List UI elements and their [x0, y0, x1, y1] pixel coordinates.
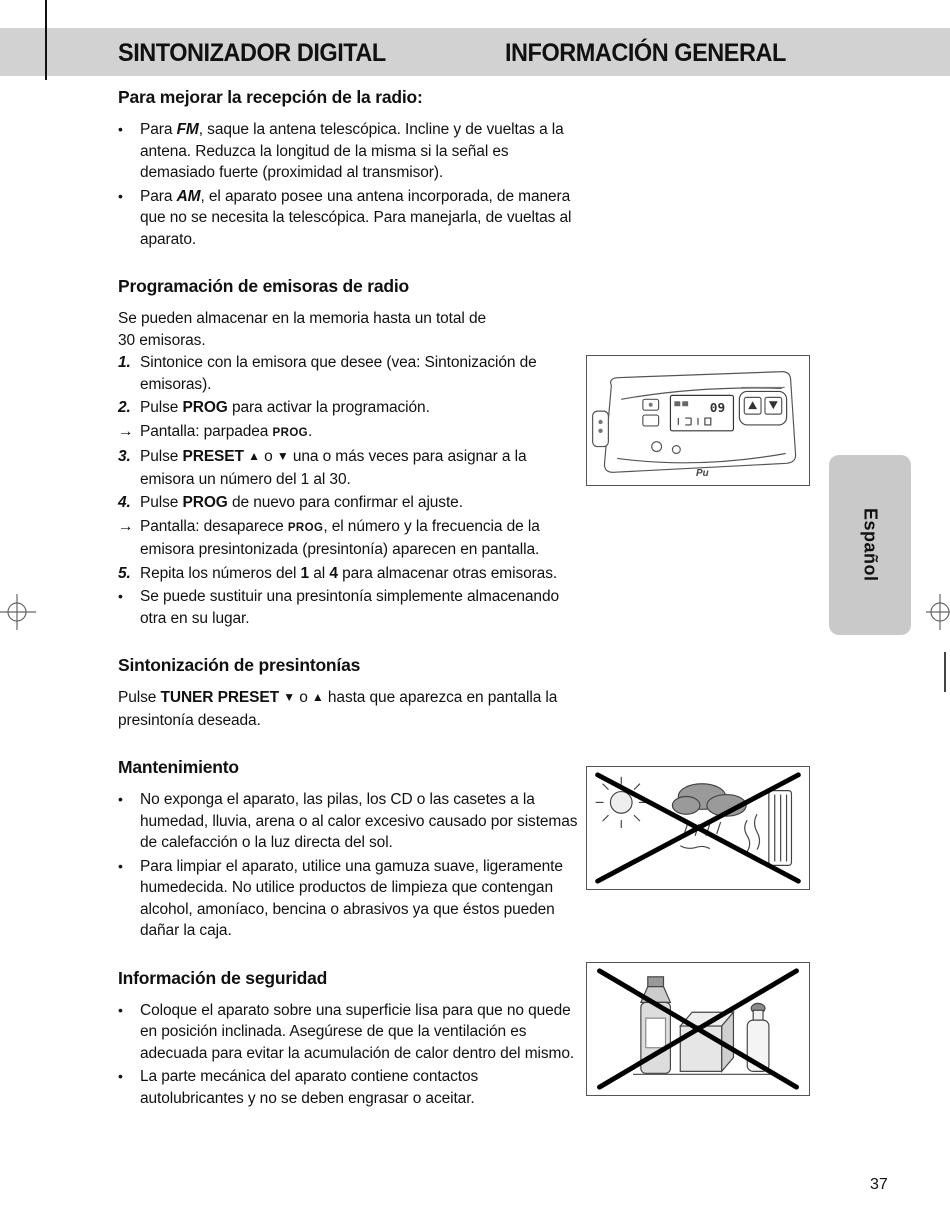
radio-panel-figure — [586, 355, 810, 486]
list-item-text: Repita los números del 1 al 4 para almacenar otras emisoras. — [140, 564, 558, 582]
list-item-text: Se puede sustituir una presintonía simplemente almacenando otra en su lugar. — [140, 588, 559, 627]
list-item-text: Para FM, saque la antena telescópica. Incline y de vueltas a la antena. Reduzca la longitud de la misma si la señal es demasiado fuerte (proximidad al transmisor). — [140, 121, 564, 181]
list-item-text: La parte mecánica del aparato contiene contactos autolubricantes y no se deben engrasar o aceitar. — [140, 1068, 479, 1107]
brand-fragment: Pu — [696, 468, 709, 480]
page-title-right: INFORMACIÓN GENERAL — [505, 39, 786, 67]
corner-rule — [45, 0, 47, 80]
step-number: 3. — [118, 448, 131, 465]
language-tab-label: Español — [860, 508, 881, 582]
heat-waves — [745, 814, 760, 851]
content-column — [118, 86, 580, 1134]
preset-tuning-paragraph: Pulse TUNER PRESET ▼ o ▲ hasta que aparezca en pantalla la presintonía deseada. — [118, 689, 558, 729]
no-sun-rain-heat-illustration — [587, 767, 809, 889]
rain-cloud-icon — [672, 784, 746, 816]
list-item — [118, 186, 580, 251]
list-item-text: Pulse PRESET ▲ o ▼ una o más veces para asignar a la emisora un número del 1 al 30. — [140, 448, 527, 488]
list-item — [118, 119, 580, 184]
list-item-text: Para limpiar el aparato, utilice una gamuza suave, ligeramente humedecida. No utilice productos de limpieza que contengan alcohol, amoníaco, bencina o abrasivos ya que éstos pueden dañar la caja. — [140, 857, 563, 939]
section-programming — [118, 275, 580, 629]
programming-intro: Se pueden almacenar en la memoria hasta un total de 30 emisoras. — [118, 310, 486, 349]
bullet-marker: • — [118, 1068, 123, 1084]
bullet-marker: • — [118, 1001, 123, 1018]
step-number: 1. — [118, 354, 131, 371]
heading-programming: Programación de emisoras de radio — [118, 276, 410, 296]
bullet-marker: • — [118, 187, 123, 204]
step-number: 4. — [118, 494, 131, 511]
bullet-marker: • — [118, 121, 123, 137]
list-item-text: Pantalla: parpadea PROG. — [140, 422, 313, 440]
list-item-text: No exponga el aparato, las pilas, los CD o las casetes a la humedad, lluvia, arena o al calor excesivo causado por sistemas de calefacción o la luz directa del sol. — [140, 791, 578, 851]
section-preset-tuning — [118, 654, 580, 731]
bullet-marker: • — [118, 588, 123, 604]
list-item — [118, 789, 580, 854]
list-item-text: Pulse PROG de nuevo para confirmar el ajuste. — [140, 494, 463, 511]
no-chemicals-figure — [586, 962, 810, 1096]
list-item-text: Sintonice con la emisora que desee (vea: Sintonización de emisoras). — [140, 354, 537, 393]
list-item — [118, 586, 580, 629]
heading-reception: Para mejorar la recepción de la radio: — [118, 87, 423, 107]
list-item — [118, 516, 580, 561]
list-item — [118, 1066, 580, 1109]
list-item-text: Pantalla: desaparece PROG, el número y la frecuencia de la emisora presintonizada (presintonía) aparecen en pantalla. — [140, 517, 540, 558]
heading-safety: Información de seguridad — [118, 967, 328, 988]
display-preset-number: 09 — [709, 401, 726, 417]
section-safety — [118, 967, 580, 1110]
radiator-icon — [769, 791, 792, 866]
list-item — [118, 446, 580, 490]
list-item — [118, 352, 580, 395]
language-tab — [829, 455, 911, 635]
puddle — [680, 846, 710, 849]
page-number: 37 — [870, 1176, 888, 1193]
list-item — [118, 563, 580, 585]
bullet-marker: • — [118, 791, 123, 807]
list-item-text: Para AM, el aparato posee una antena incorporada, de manera que no se necesita la telescópica. Para manejarla, de vueltas al aparato. — [140, 187, 572, 248]
heading-preset-tuning: Sintonización de presintonías — [118, 655, 361, 675]
page-title-left: SINTONIZADOR DIGITAL — [118, 39, 386, 67]
list-item — [118, 1000, 580, 1065]
section-reception — [118, 86, 580, 250]
bullet-marker: • — [118, 857, 123, 874]
list-item — [118, 397, 580, 419]
registration-mark-left — [0, 594, 36, 630]
sun-icon — [610, 792, 632, 814]
registration-mark-right — [926, 594, 950, 630]
heading-maintenance: Mantenimiento — [118, 757, 239, 777]
radio-panel-illustration — [587, 356, 809, 485]
list-item — [118, 421, 580, 445]
page-edge-tick — [944, 652, 946, 692]
list-item — [118, 492, 580, 514]
no-heat-humidity-figure — [586, 766, 810, 890]
result-arrow-icon: → — [118, 422, 134, 440]
result-arrow-icon: → — [118, 517, 134, 535]
preset-button-pad — [739, 391, 786, 424]
no-cleaning-chemicals-illustration — [587, 963, 809, 1095]
list-item-text: Coloque el aparato sobre una superficie lisa para que no quede en posición inclinada. Asegúrese de que la ventilación es adecuada para evitar la acumulación de calor dentro del mismo. — [140, 1001, 575, 1062]
section-maintenance — [118, 756, 580, 942]
step-number: 2. — [118, 399, 131, 416]
list-item — [118, 856, 580, 942]
list-item-text: Pulse PROG para activar la programación. — [140, 399, 430, 416]
step-number: 5. — [118, 564, 131, 582]
